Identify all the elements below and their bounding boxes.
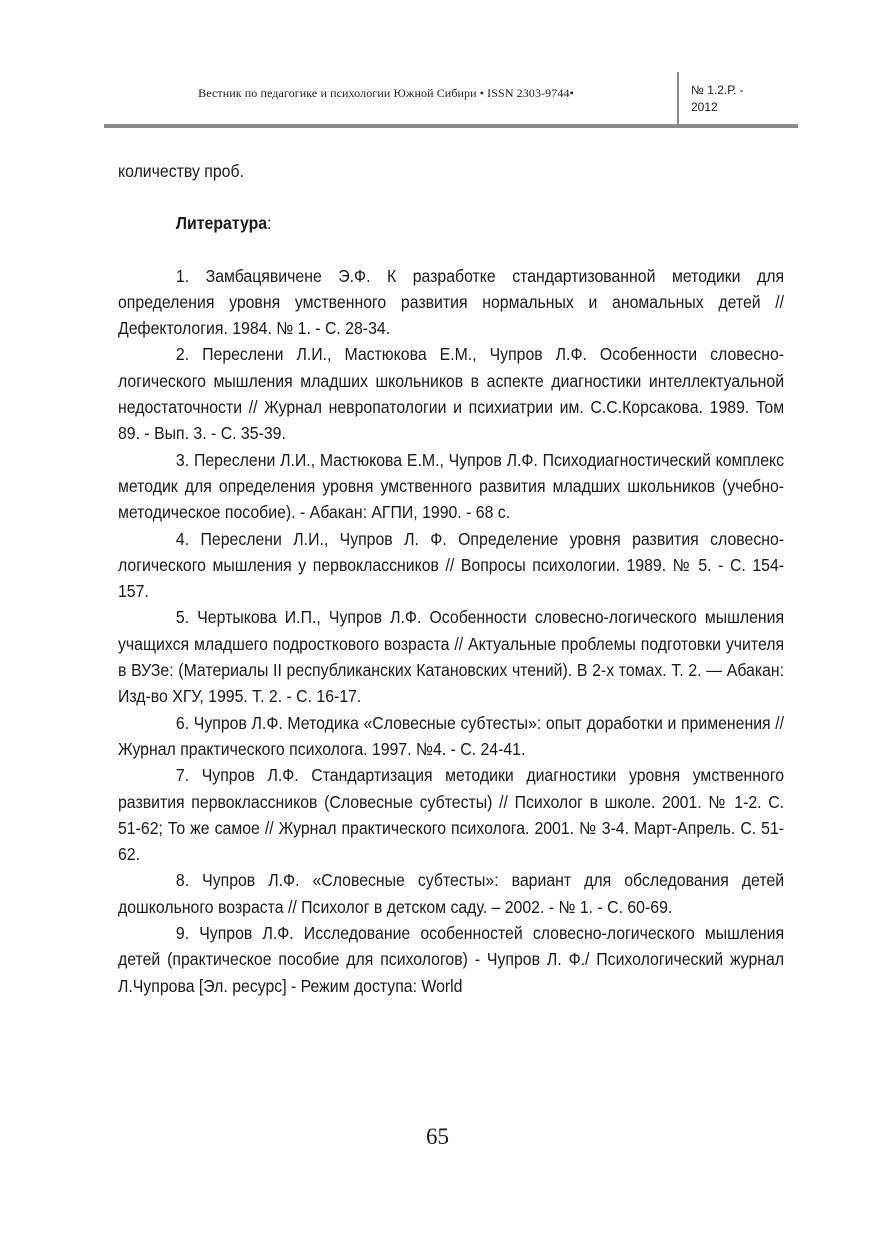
reference-item: 2. Переслени Л.И., Мастюкова Е.М., Чупров Л.Ф. Особенности словесно-логического мышления младших школьников в аспекте диагностики интеллектуальной недостаточности // Журнал невропатологии и психиатрии им. С.С.Корсакова. 1989. Том 89. - Вып. 3. - С. 35-39. xyxy=(118,344,785,444)
reference-item: 4. Переслени Л.И., Чупров Л. Ф. Определение уровня развития словесно-логического мышления у первоклассников // Вопросы психологии. 1989. № 5. - С. 154-157. xyxy=(118,528,785,602)
header-rule xyxy=(104,124,798,128)
references-heading xyxy=(118,210,784,236)
reference-item: 7. Чупров Л.Ф. Стандартизация методики диагностики уровня умственного развития первоклассников (Словесные субтесты) // Психолог в школе. 2001. № 1-2. С. 51-62; То же самое // Журнал практического психолога. 2001. № 3-4. Март-Апрель. С. 51-62. xyxy=(118,765,785,865)
reference-item: 3. Переслени Л.И., Мастюкова Е.М., Чупров Л.Ф. Психодиагностический комплекс методик для определения уровня умственного развития младших школьников (учебно-методическое пособие). - Абакан: АГПИ, 1990. - 68 с. xyxy=(118,449,785,523)
carryover-text: количеству проб. xyxy=(118,161,244,181)
issue-number: № 1.2.Р. - 2012 xyxy=(691,83,744,114)
reference-item: 8. Чупров Л.Ф. «Словесные субтесты»: вариант для обследования детей дошкольного возраста // Психолог в детском саду. – 2002. - № 1. - С. 60-69. xyxy=(118,870,785,917)
references-heading-colon: : xyxy=(267,213,272,234)
page-number: 65 xyxy=(426,1124,449,1149)
header-divider xyxy=(677,72,679,126)
reference-item: 9. Чупров Л.Ф. Исследование особенностей словесно-логического мышления детей (практическое пособие для психологов) - Чупров Л. Ф./ Психологический журнал Л.Чупрова [Эл. ресурс] - Режим доступа: World xyxy=(118,923,785,996)
reference-item: 1. Замбацявичене Э.Ф. К разработке стандартизованной методики для определения уровня умственного развития нормальных и аномальных детей // Дефектология. 1984. № 1. - С. 28-34. xyxy=(118,265,785,339)
journal-title: Вестник по педагогике и психологии Южной Сибири • ISSN 2303-9744• xyxy=(198,86,574,100)
article-body xyxy=(118,158,784,999)
reference-item: 6. Чупров Л.Ф. Методика «Словесные субтесты»: опыт доработки и применения //Журнал практического психолога. 1997. №4. - С. 24-41. xyxy=(118,712,785,759)
references-heading-text: Литература xyxy=(175,213,268,234)
reference-item: 5. Чертыкова И.П., Чупров Л.Ф. Особенности словесно-логического мышления учащихся младшего подросткового возраста // Актуальные проблемы подготовки учителя в ВУЗе: (Материалы II республиканских Катановских чтений). В 2-х томах. Т. 2. — Абакан: Изд-во ХГУ, 1995. Т. 2. - С. 16-17. xyxy=(118,607,785,707)
